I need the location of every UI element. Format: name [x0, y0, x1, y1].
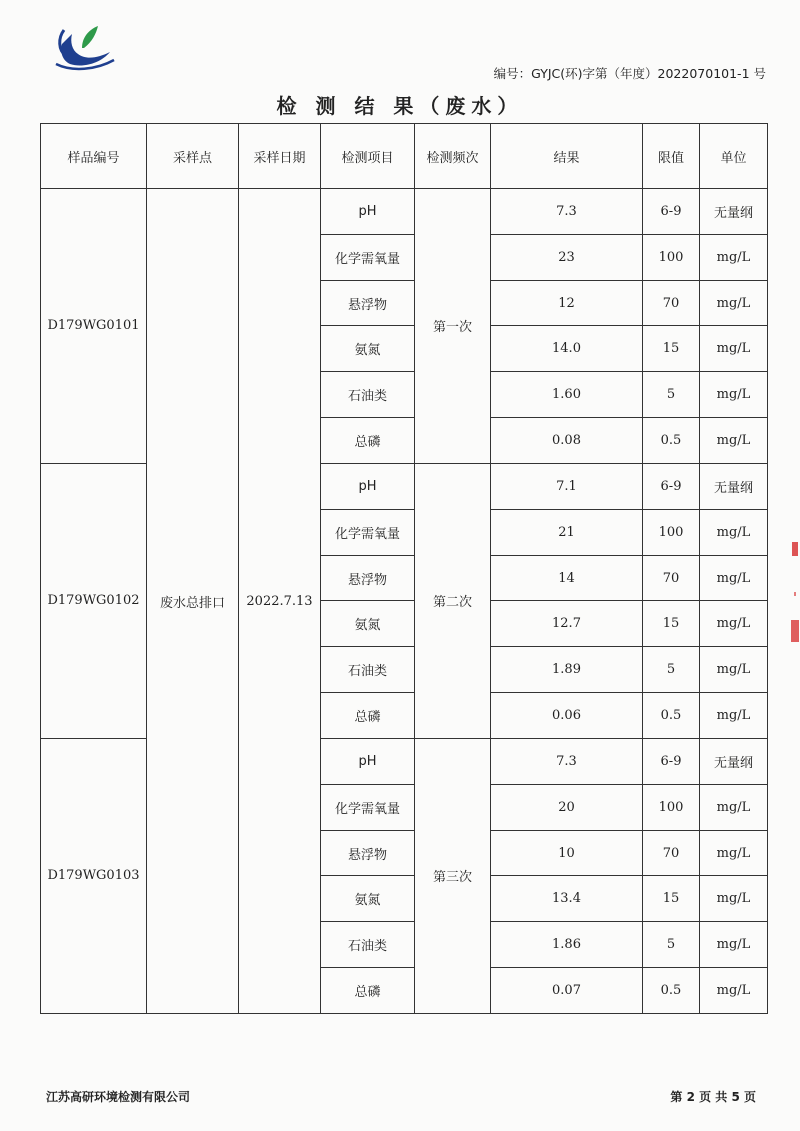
test-item-cell: 总磷: [321, 693, 415, 739]
limit-cell: 0.5: [643, 968, 700, 1014]
unit-cell: mg/L: [700, 280, 768, 326]
unit-cell: mg/L: [700, 968, 768, 1014]
company-logo-icon: [52, 20, 118, 72]
unit-cell: mg/L: [700, 784, 768, 830]
test-item-cell: 石油类: [321, 647, 415, 693]
document-number: 编号：GYJC(环)字第（年度）2022070101-1 号: [493, 66, 766, 81]
test-item-cell: 石油类: [321, 922, 415, 968]
unit-cell: 无量纲: [700, 463, 768, 509]
limit-cell: 70: [643, 830, 700, 876]
sample-id-cell: D179WG0101: [41, 189, 147, 464]
test-item-cell: pH: [321, 738, 415, 784]
test-item-cell: 悬浮物: [321, 830, 415, 876]
table-row: [41, 189, 768, 235]
unit-cell: mg/L: [700, 372, 768, 418]
unit-cell: mg/L: [700, 555, 768, 601]
result-cell: 0.06: [491, 693, 643, 739]
limit-cell: 100: [643, 234, 700, 280]
result-cell: 0.08: [491, 418, 643, 464]
seal-edge-stamp-icon: [788, 540, 800, 660]
test-item-cell: pH: [321, 463, 415, 509]
column-header: 限值: [643, 124, 700, 189]
sampling-point-cell: 废水总排口: [147, 189, 239, 1014]
limit-cell: 70: [643, 555, 700, 601]
frequency-cell: 第三次: [415, 738, 491, 1013]
test-item-cell: 总磷: [321, 418, 415, 464]
column-header: 单位: [700, 124, 768, 189]
unit-cell: mg/L: [700, 326, 768, 372]
page-title: 检 测 结 果（废水）: [276, 94, 524, 118]
result-cell: 1.60: [491, 372, 643, 418]
column-header: 采样点: [147, 124, 239, 189]
frequency-cell: 第一次: [415, 189, 491, 464]
limit-cell: 15: [643, 876, 700, 922]
result-cell: 20: [491, 784, 643, 830]
unit-cell: mg/L: [700, 647, 768, 693]
limit-cell: 0.5: [643, 418, 700, 464]
limit-cell: 5: [643, 647, 700, 693]
test-item-cell: 氨氮: [321, 326, 415, 372]
test-item-cell: pH: [321, 189, 415, 235]
company-name: 江苏高研环境检测有限公司: [46, 1090, 191, 1104]
result-cell: 14.0: [491, 326, 643, 372]
sample-id-cell: D179WG0103: [41, 738, 147, 1013]
unit-cell: mg/L: [700, 876, 768, 922]
unit-cell: mg/L: [700, 693, 768, 739]
results-table: [40, 123, 768, 1014]
test-item-cell: 氨氮: [321, 876, 415, 922]
result-cell: 7.3: [491, 738, 643, 784]
limit-cell: 15: [643, 326, 700, 372]
result-cell: 23: [491, 234, 643, 280]
sampling-date-cell: 2022.7.13: [239, 189, 321, 1014]
unit-cell: mg/L: [700, 830, 768, 876]
test-item-cell: 悬浮物: [321, 280, 415, 326]
unit-cell: mg/L: [700, 234, 768, 280]
unit-cell: mg/L: [700, 509, 768, 555]
column-header: 检测频次: [415, 124, 491, 189]
test-item-cell: 石油类: [321, 372, 415, 418]
limit-cell: 70: [643, 280, 700, 326]
column-header: 样品编号: [41, 124, 147, 189]
limit-cell: 100: [643, 784, 700, 830]
frequency-cell: 第二次: [415, 463, 491, 738]
result-cell: 7.3: [491, 189, 643, 235]
limit-cell: 15: [643, 601, 700, 647]
result-cell: 14: [491, 555, 643, 601]
test-item-cell: 化学需氧量: [321, 784, 415, 830]
result-cell: 21: [491, 509, 643, 555]
result-cell: 10: [491, 830, 643, 876]
test-item-cell: 总磷: [321, 968, 415, 1014]
unit-cell: mg/L: [700, 922, 768, 968]
result-cell: 1.89: [491, 647, 643, 693]
limit-cell: 100: [643, 509, 700, 555]
result-cell: 13.4: [491, 876, 643, 922]
test-item-cell: 化学需氧量: [321, 509, 415, 555]
table-header-row: [41, 124, 768, 189]
test-item-cell: 悬浮物: [321, 555, 415, 601]
sample-id-cell: D179WG0102: [41, 463, 147, 738]
test-item-cell: 氨氮: [321, 601, 415, 647]
limit-cell: 5: [643, 922, 700, 968]
result-cell: 1.86: [491, 922, 643, 968]
page-number: 第 2 页 共 5 页: [670, 1090, 756, 1104]
limit-cell: 6-9: [643, 738, 700, 784]
limit-cell: 6-9: [643, 463, 700, 509]
unit-cell: 无量纲: [700, 738, 768, 784]
limit-cell: 0.5: [643, 693, 700, 739]
column-header: 检测项目: [321, 124, 415, 189]
result-cell: 7.1: [491, 463, 643, 509]
column-header: 采样日期: [239, 124, 321, 189]
limit-cell: 5: [643, 372, 700, 418]
column-header: 结果: [491, 124, 643, 189]
limit-cell: 6-9: [643, 189, 700, 235]
unit-cell: 无量纲: [700, 189, 768, 235]
result-cell: 0.07: [491, 968, 643, 1014]
result-cell: 12.7: [491, 601, 643, 647]
unit-cell: mg/L: [700, 601, 768, 647]
test-item-cell: 化学需氧量: [321, 234, 415, 280]
result-cell: 12: [491, 280, 643, 326]
unit-cell: mg/L: [700, 418, 768, 464]
